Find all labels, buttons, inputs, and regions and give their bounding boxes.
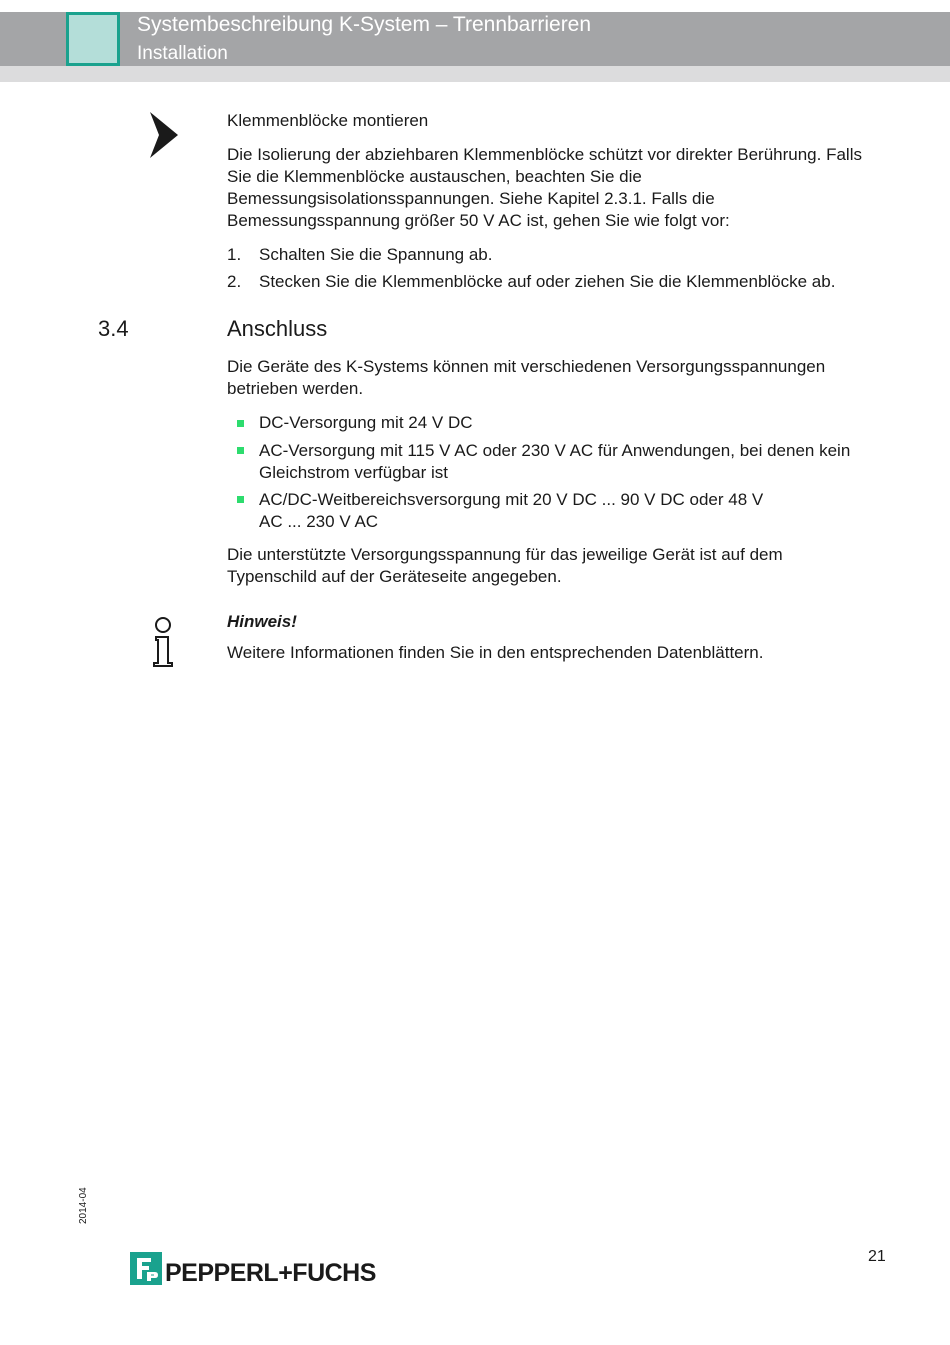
bullet-item: DC-Versorgung mit 24 V DC	[259, 413, 473, 432]
bullet-marker	[237, 447, 244, 454]
mounting-heading: Klemmenblöcke montieren	[227, 111, 429, 130]
section-intro: Die Geräte des K-Systems können mit verschiedenen Versorgungsspannungen betrieben werden.	[227, 357, 826, 398]
page-number: 21	[868, 1248, 886, 1265]
document-title: Systembeschreibung K-System – Trennbarrieren	[137, 13, 592, 36]
section-title: Anschluss	[227, 316, 328, 341]
header-strip	[0, 66, 950, 82]
info-icon	[150, 615, 178, 667]
header-top-line	[0, 0, 950, 10]
note-title: Hinweis!	[227, 612, 297, 631]
bullet-marker	[237, 420, 244, 427]
step-number: 1.	[227, 245, 242, 264]
chapter-title: Installation	[137, 43, 228, 64]
step-text: Schalten Sie die Spannung ab.	[259, 245, 493, 264]
bullet-item: AC/DC-Weitbereichsversorgung mit 20 V DC ... 90 V DC oder 48 V AC ... 230 V AC	[259, 490, 764, 531]
bullet-item: AC-Versorgung mit 115 V AC oder 230 V AC für Anwendungen, bei denen kein Gleichstrom verfügbar ist	[259, 441, 851, 482]
note-text: Weitere Informationen finden Sie in den entsprechenden Datenblättern.	[227, 643, 764, 662]
mounting-paragraph: Die Isolierung der abziehbaren Klemmenblöcke schützt vor direkter Berührung. Falls Sie die Klemmenblöcke austauschen, beachten Sie die Bemessungsisolationsspannungen. Siehe Kapitel 2.3.1. Falls die Bemessungsspannung größer 50 V AC ist, gehen Sie wie folgt vor:	[227, 145, 862, 230]
arrow-right-icon	[150, 112, 178, 158]
step-text: Stecken Sie die Klemmenblöcke auf oder ziehen Sie die Klemmenblöcke ab.	[259, 272, 836, 291]
brand-name: PEPPERL+FUCHS	[165, 1259, 376, 1287]
brand-logo-icon	[130, 1252, 162, 1285]
section-closing: Die unterstützte Versorgungsspannung für das jeweilige Gerät ist auf dem Typenschild auf der Geräteseite angegeben.	[227, 545, 783, 586]
bullet-marker	[237, 496, 244, 503]
chapter-marker-icon	[66, 12, 120, 66]
step-number: 2.	[227, 272, 242, 291]
section-number: 3.4	[98, 316, 129, 341]
print-date: 2014-04	[78, 1187, 89, 1224]
